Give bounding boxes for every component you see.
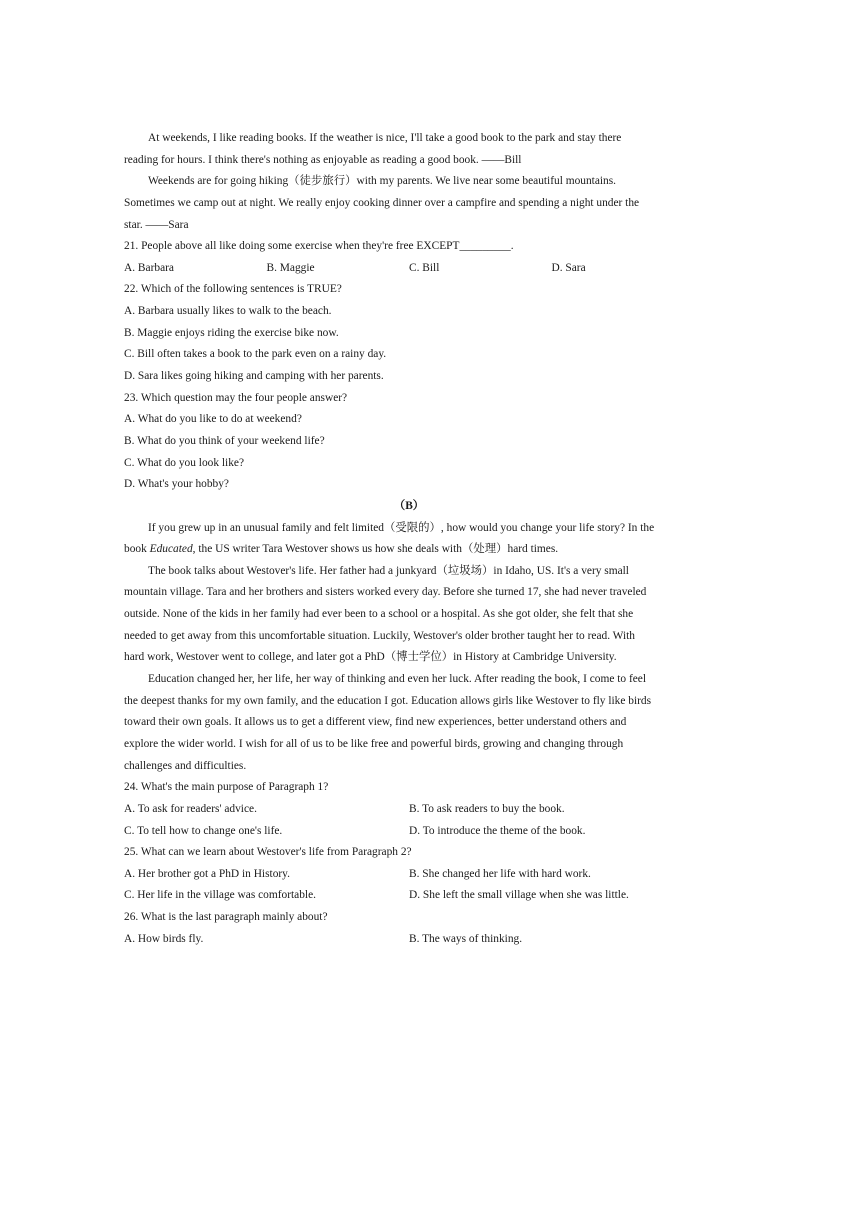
option-d: D. To introduce the theme of the book.: [409, 824, 586, 837]
passage-line: star. ——Sara: [124, 218, 189, 231]
option-d: D. Sara: [551, 261, 586, 274]
paragraph-2-line: needed to get away from this uncomfortable situation. Luckily, Westover's older brother taught her to read. With: [124, 629, 636, 642]
section-b-heading: （B）: [393, 499, 425, 512]
question-22-stem: 22. Which of the following sentences is TRUE?: [124, 283, 342, 296]
option-a: A. What do you like to do at weekend?: [124, 413, 302, 426]
option-b: B. The ways of thinking.: [409, 932, 523, 945]
option-b: B. Maggie: [266, 261, 315, 274]
option-c: C. Bill: [409, 261, 440, 274]
option-a: A. How birds fly.: [124, 932, 204, 945]
paragraph-2-line: mountain village. Tara and her brothers and sisters worked every day. Before she turned 17, she had never traveled: [124, 586, 647, 599]
paragraph-2-line: hard work, Westover went to college, and later got a PhD（博士学位）in History at Cambridge University.: [124, 651, 617, 664]
paragraph-3-line: the deepest thanks for my own family, and the education I got. Education allows girls like Westover to fly like birds: [124, 694, 652, 707]
option-d: D. Sara likes going hiking and camping with her parents.: [124, 370, 384, 383]
option-a: A. Barbara usually likes to walk to the beach.: [124, 305, 332, 318]
exam-page: [124, 128, 694, 950]
question-24-options-row: [124, 799, 694, 821]
passage-line: Sometimes we camp out at night. We really enjoy cooking dinner over a campfire and spending a night under the: [124, 196, 640, 209]
option-c: C. Bill often takes a book to the park even on a rainy day.: [124, 348, 387, 361]
option-b: B. She changed her life with hard work.: [409, 867, 591, 880]
option-b: B. Maggie enjoys riding the exercise bike now.: [124, 326, 339, 339]
paragraph-3-line: Education changed her, her life, her way of thinking and even her luck. After reading the book, I come to feel: [148, 673, 647, 686]
option-c: C. To tell how to change one's life.: [124, 824, 283, 837]
option-d: D. She left the small village when she was little.: [409, 889, 629, 902]
paragraph-3-line: toward their own goals. It allows us to get a different view, find new experiences, better understand others and: [124, 716, 627, 729]
passage-line: Weekends are for going hiking（徒步旅行）with my parents. We live near some beautiful mountains.: [148, 175, 617, 188]
question-23-stem: 23. Which question may the four people answer?: [124, 391, 348, 404]
option-c: C. Her life in the village was comfortable.: [124, 889, 316, 902]
paragraph-3-line: challenges and difficulties.: [124, 759, 247, 772]
paragraph-3-line: explore the wider world. I wish for all of us to be like free and powerful birds, growing and changing through: [124, 737, 624, 750]
option-d: D. What's your hobby?: [124, 478, 229, 491]
passage-line: reading for hours. I think there's nothing as enjoyable as reading a good book. ——Bill: [124, 153, 522, 166]
option-a: A. Barbara: [124, 261, 174, 274]
option-c: C. What do you look like?: [124, 456, 245, 469]
paragraph-1-line: [124, 539, 694, 561]
book-title: Educated: [149, 543, 193, 556]
question-25-options-row: [124, 864, 694, 886]
question-21-options: [124, 258, 694, 280]
paragraph-2-line: The book talks about Westover's life. Her father had a junkyard（垃圾场）in Idaho, US. It's a very small: [148, 564, 629, 577]
paragraph-2-line: outside. None of the kids in her family had ever been to a school or a hospital. As she got older, she felt that she: [124, 608, 634, 621]
option-a: A. Her brother got a PhD in History.: [124, 867, 290, 880]
question-26-options-row: [124, 929, 694, 951]
question-21-stem: 21. People above all like doing some exercise when they're free EXCEPT_________.: [124, 240, 514, 253]
question-26-stem: 26. What is the last paragraph mainly about?: [124, 911, 328, 924]
question-25-stem: 25. What can we learn about Westover's life from Paragraph 2?: [124, 846, 412, 859]
option-b: B. What do you think of your weekend life?: [124, 434, 325, 447]
question-24-options-row: [124, 821, 694, 843]
paragraph-1-line: If you grew up in an unusual family and felt limited（受限的）, how would you change your life story? In the: [148, 521, 655, 534]
text-segment: book: [124, 543, 150, 556]
option-b: B. To ask readers to buy the book.: [409, 802, 565, 815]
passage-line: At weekends, I like reading books. If the weather is nice, I'll take a good book to the park and stay there: [148, 132, 622, 144]
option-a: A. To ask for readers' advice.: [124, 802, 257, 815]
question-25-options-row: [124, 885, 694, 907]
text-segment: , the US writer Tara Westover shows us how she deals with（处理）hard times.: [192, 543, 559, 556]
question-24-stem: 24. What's the main purpose of Paragraph 1?: [124, 781, 329, 794]
